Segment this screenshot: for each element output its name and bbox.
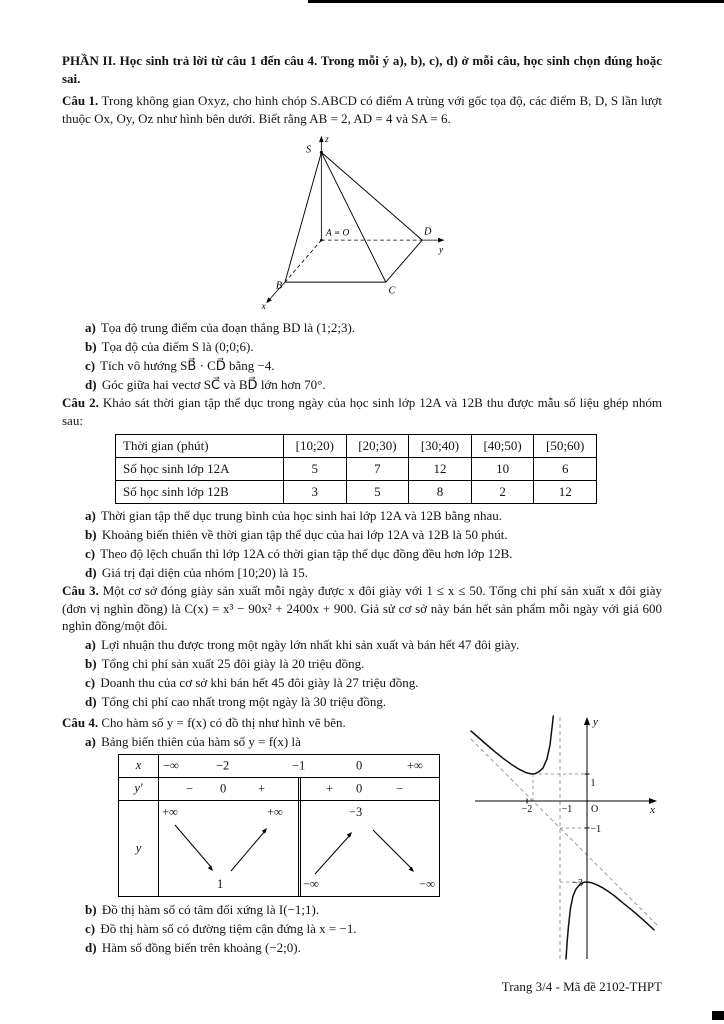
table-cell: 8 [409, 480, 472, 503]
y-limit: +∞ [162, 804, 178, 819]
q1-option-c-label: c) [85, 357, 96, 373]
yprime-sign: 0 [220, 781, 227, 796]
q3-option-b [85, 655, 662, 673]
table-cell: Số học sinh lớp 12A [116, 457, 284, 480]
question-4-section [62, 713, 662, 968]
q2-option-d-label: d) [85, 564, 97, 580]
table-cell: 7 [346, 457, 409, 480]
table-cell: [10;20) [284, 434, 347, 457]
variation-table-yprime-row [119, 777, 439, 800]
table-cell: 6 [534, 457, 597, 480]
label-y: y [593, 716, 598, 729]
q3-option-c [85, 674, 662, 692]
label-z: z [325, 135, 329, 146]
arrow-increasing-icon [315, 835, 350, 874]
q2-option-a-label: a) [85, 507, 96, 523]
yprime-row-label: y′ [119, 778, 159, 800]
question-4-text: Cho hàm số y = f(x) có đồ thị như hình vẽ bên. [101, 715, 346, 731]
question-4-label: Câu 4. [62, 715, 99, 731]
question-1-label: Câu 1. [62, 93, 99, 109]
q1-option-b [85, 338, 662, 356]
y-axis-arrow-icon [584, 717, 590, 725]
arrowhead-icon [208, 865, 213, 871]
q2-option-b-text: Khoảng biến thiên về thời gian tập thể dục của hai lớp 12A và 12B là 50 phút. [101, 526, 508, 542]
question-4-left-column [62, 713, 467, 956]
x-value: −1 [292, 758, 306, 773]
z-axis-arrow-icon [319, 136, 324, 143]
edge-SB [285, 153, 321, 283]
q2-option-c-text: Theo độ lệch chuẩn thì lớp 12A có thời gian tập thể dục đồng đều hơn lớp 12B. [100, 545, 513, 561]
label-S: S [305, 144, 312, 156]
label-D: D [424, 226, 432, 238]
q2-option-d [85, 564, 662, 582]
q2-option-c [85, 545, 662, 563]
q2-option-c-label: c) [85, 545, 96, 561]
pyramid-figure [252, 130, 662, 317]
q1-option-a-label: a) [85, 319, 96, 335]
label-C: C [388, 285, 396, 297]
pyramid-svg [252, 130, 457, 312]
q3-option-a-label: a) [85, 637, 96, 653]
q3-option-b-text: Tổng chi phí sản xuất 25 đôi giày là 20 triệu đồng. [101, 656, 365, 672]
section-header: PHẦN II. Học sinh trả lời từ câu 1 đến câu 4. Trong mỗi ý a), b), c), d) ở mỗi câu, học sinh chọn đúng hoặc sai. [62, 53, 662, 86]
q4-option-b [85, 901, 467, 919]
q4-option-b-label: b) [85, 901, 97, 917]
variation-table-x-row [119, 755, 439, 777]
label-B: B [275, 280, 283, 292]
y-min: 1 [217, 876, 224, 891]
frequency-table [115, 434, 597, 504]
question-3-text: Một cơ sở đóng giày sản xuất mỗi ngày được x đôi giày với 1 ≤ x ≤ 50. Tổng chi phí sản xuất x đôi giày (đơn vị nghìn đồng) là C(x) = x³ − 90x² + 2400x + 900. Giả sử cơ sở này bán hết sản phẩm mỗi ngày với giá 600 nghìn đồng/một đôi. [62, 583, 662, 634]
table-cell: [40;50) [471, 434, 534, 457]
q1-option-d-label: d) [85, 376, 97, 392]
question-2 [62, 394, 662, 429]
scan-artifact-top [308, 0, 724, 3]
curve-upper-branch [471, 716, 553, 774]
q4-option-d-text: Hàm số đồng biến trên khoảng (−2;0). [101, 939, 301, 955]
label-x: x [650, 804, 655, 817]
table-cell: 10 [471, 457, 534, 480]
q4-option-d [85, 939, 467, 957]
label-x: x [261, 302, 266, 313]
y-limit: −∞ [303, 876, 319, 891]
tick-label: −2 [521, 804, 533, 816]
arrow-decreasing-icon [175, 825, 211, 867]
edge-SC [321, 153, 385, 283]
yprime-sign: + [258, 781, 266, 796]
label-y: y [438, 245, 444, 256]
oblique-asymptote [471, 739, 657, 925]
table-cell: 5 [284, 457, 347, 480]
table-cell: 12 [534, 480, 597, 503]
arrowhead-icon [262, 828, 267, 834]
question-2-text: Khảo sát thời gian tập thể dục trong ngày của học sinh lớp 12A và 12B thu được mẫu số liệu ghép nhóm sau: [62, 395, 662, 428]
table-cell: 3 [284, 480, 347, 503]
x-row-label: x [119, 755, 159, 777]
edge-SD [321, 153, 422, 241]
table-cell: Thời gian (phút) [116, 434, 284, 457]
q2-option-d-text: Giá trị đại diện của nhóm [10;20) là 15. [101, 564, 308, 580]
tick-label: −3 [572, 878, 583, 890]
q3-option-c-label: c) [85, 675, 96, 691]
q2-option-b [85, 526, 662, 544]
tick-label: −1 [561, 804, 573, 816]
table-row [116, 480, 597, 503]
question-4-graph [467, 713, 662, 968]
page-footer: Trang 3/4 - Mã đề 2102-THPT [501, 979, 662, 994]
x-value: +∞ [407, 758, 423, 773]
table-cell: [20;30) [346, 434, 409, 457]
label-A-O: A ≡ O [326, 228, 350, 239]
yprime-sign: + [326, 781, 334, 796]
q2-option-a-text: Thời gian tập thể dục trung bình của học sinh hai lớp 12A và 12B bằng nhau. [100, 507, 503, 523]
x-value: −∞ [163, 758, 179, 773]
vertex-S-dot [320, 151, 323, 154]
table-cell: 2 [471, 480, 534, 503]
arrowhead-icon [409, 866, 414, 871]
q1-option-b-text: Tọa độ của điểm S là (0;0;6). [101, 338, 254, 354]
q1-option-c-text: Tích vô hướng SB⃗ · CD⃗ bằng −4. [100, 357, 275, 373]
q2-option-a [85, 507, 662, 525]
table-cell: 5 [346, 480, 409, 503]
x-value: −2 [216, 758, 230, 773]
table-cell: [50;60) [534, 434, 597, 457]
q4-option-c-label: c) [85, 920, 96, 936]
table-row [116, 434, 597, 457]
scan-artifact-bottom-right [712, 1011, 724, 1020]
q1-option-c [85, 357, 662, 375]
q4-option-a-text: Bảng biến thiên của hàm số y = f(x) là [101, 734, 301, 750]
arrow-decreasing-icon [373, 830, 412, 869]
curve-lower-branch [566, 882, 654, 959]
q4-option-b-text: Đồ thị hàm số có tâm đối xứng là I(−1;1). [101, 901, 320, 917]
y-max: −3 [349, 804, 363, 819]
q1-option-d-text: Góc giữa hai vectơ SC⃗ và BD⃗ lớn hơn 70°. [101, 376, 326, 392]
variation-table-y-row [119, 800, 439, 896]
q1-option-a-text: Tọa độ trung điểm của đoạn thẳng BD là (1;2;3). [100, 319, 356, 335]
edge-CD [386, 240, 422, 282]
q2-option-b-label: b) [85, 526, 97, 542]
q4-option-c-text: Đồ thị hàm số có đường tiệm cận đứng là x = −1. [100, 920, 357, 936]
q3-option-c-text: Doanh thu của cơ sở khi bán hết 45 đôi giày là 27 triệu đồng. [100, 675, 419, 691]
function-graph-svg [467, 713, 662, 963]
undefined-double-bar [298, 778, 301, 800]
question-3-label: Câu 3. [62, 583, 99, 599]
q1-option-b-label: b) [85, 338, 97, 354]
yprime-sign: 0 [356, 781, 363, 796]
table-cell: 12 [409, 457, 472, 480]
question-3 [62, 582, 662, 635]
table-cell: [30;40) [409, 434, 472, 457]
q1-option-a [85, 319, 662, 337]
q3-option-a-text: Lợi nhuận thu được trong một ngày lớn nhất khi sản xuất và bán hết 47 đôi giày. [101, 637, 520, 653]
undefined-double-bar [298, 801, 301, 896]
label-origin: O [591, 804, 599, 816]
q3-option-d [85, 693, 662, 711]
y-axis-arrow-icon [438, 238, 445, 243]
arrowhead-icon [347, 832, 352, 838]
question-1 [62, 92, 662, 127]
q3-option-d-label: d) [85, 694, 97, 710]
tick-label: −1 [590, 824, 602, 836]
question-1-text: Trong không gian Oxyz, cho hình chóp S.ABCD có điểm A trùng với gốc tọa độ, các điểm B, D, S lần lượt thuộc Ox, Oy, Oz như hình bên dưới. Biết rằng AB = 2, AD = 4 và SA = 6. [62, 93, 663, 126]
arrow-increasing-icon [231, 831, 265, 871]
q1-option-d [85, 376, 662, 394]
vertex-A-dot [320, 239, 323, 242]
y-row-label: y [119, 801, 159, 896]
yprime-sign: − [186, 781, 194, 796]
question-4 [62, 714, 467, 732]
tick-label: 1 [590, 778, 596, 790]
q4-option-d-label: d) [85, 939, 97, 955]
table-cell: Số học sinh lớp 12B [116, 480, 284, 503]
q3-option-d-text: Tổng chi phí cao nhất trong một ngày là 30 triệu đồng. [101, 694, 387, 710]
q3-option-b-label: b) [85, 656, 97, 672]
table-row [116, 457, 597, 480]
y-limit: +∞ [267, 804, 283, 819]
variation-table [118, 754, 440, 897]
y-limit: −∞ [419, 876, 435, 891]
q4-option-a [85, 733, 467, 751]
yprime-sign: − [396, 781, 404, 796]
q4-option-c [85, 920, 467, 938]
q4-option-a-label: a) [85, 734, 96, 750]
q3-option-a [85, 636, 662, 654]
question-2-label: Câu 2. [62, 395, 99, 411]
x-value: 0 [356, 758, 363, 773]
